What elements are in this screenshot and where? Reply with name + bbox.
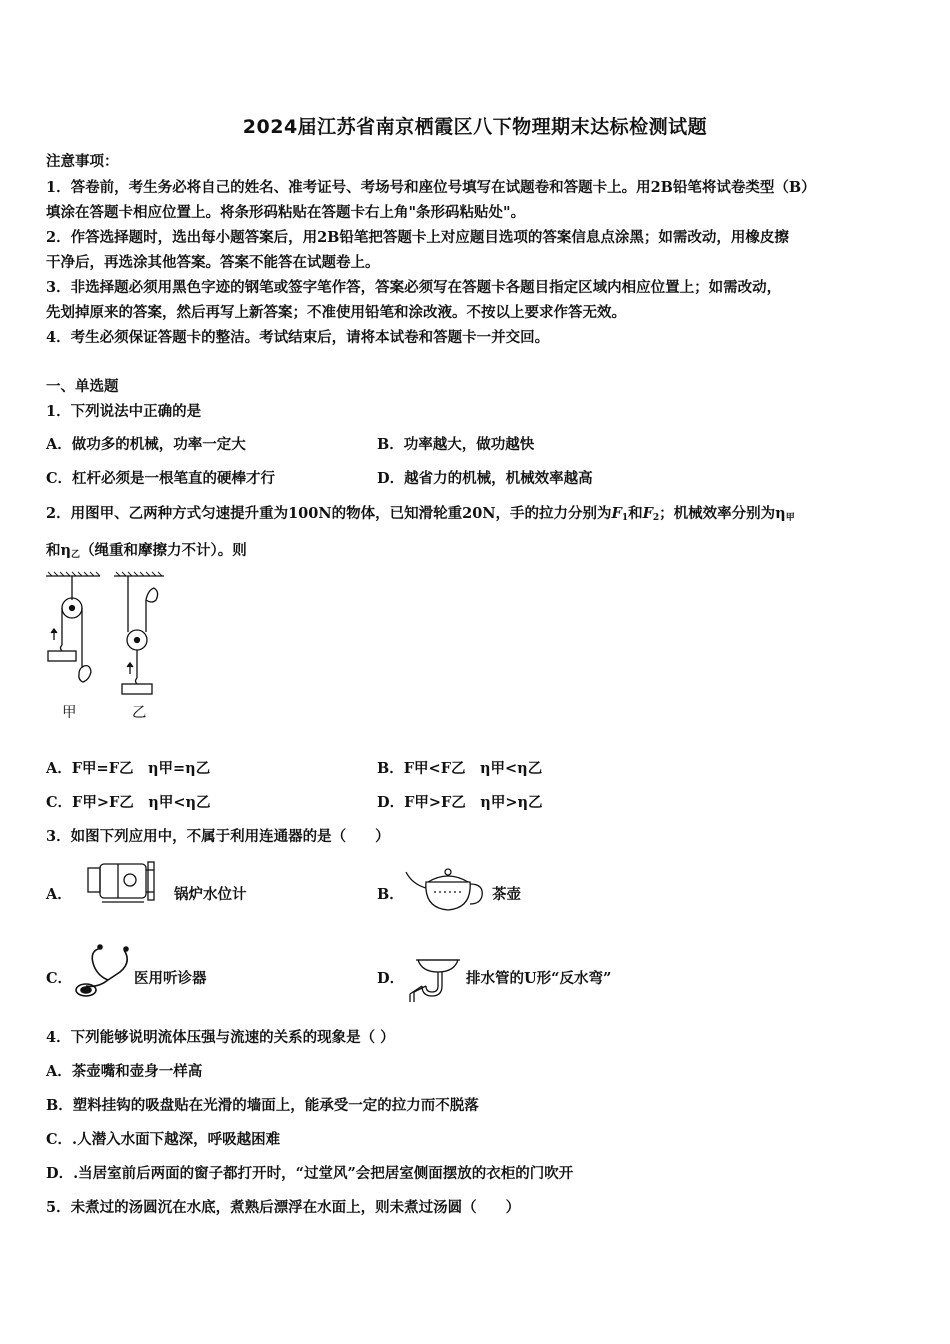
q3-option-a-text: 锅炉水位计 xyxy=(174,886,247,903)
subscript: 1 xyxy=(621,513,629,523)
q3-stem: 3．如图下列应用中，不属于利用连通器的是（ ） xyxy=(46,828,390,845)
q2-stem-part: （绳重和摩擦力不计）。则 xyxy=(80,542,247,559)
q3-option-c-letter: C． xyxy=(46,970,73,987)
notice-line: 3．非选择题必须用黑色字迹的钢笔或签字笔作答，答案必须写在答题卡各题目指定区域内相应位置上；如需改动， xyxy=(46,279,782,296)
notice-line: 填涂在答题卡相应位置上。将条形码粘贴在答题卡右上角"条形码粘贴处"。 xyxy=(46,204,526,221)
q4-stem: 4．下列能够说明流体压强与流速的关系的现象是（ ） xyxy=(46,1029,395,1046)
load-jia xyxy=(48,651,76,661)
q3-option-b-letter: B． xyxy=(377,886,404,903)
subscript: 甲 xyxy=(785,513,795,523)
q1-option-b: B．功率越大，做功越快 xyxy=(377,436,535,453)
q3-option-b-text: 茶壶 xyxy=(492,886,521,903)
q1-option-a: A．做功多的机械，功率一定大 xyxy=(46,436,246,453)
q3-option-d-text: 排水管的U形“反水弯” xyxy=(466,970,612,987)
notice-line: 2．作答选择题时，选出每小题答案后，用2B铅笔把答题卡上对应题目选项的答案信息点涂黑；如需改动，用橡皮擦 xyxy=(46,229,789,246)
q1-option-c: C．杠杆必须是一根笔直的硬棒才行 xyxy=(46,470,276,487)
subscript: 乙 xyxy=(71,550,81,560)
q4-option-a: A．茶壶嘴和壶身一样高 xyxy=(46,1063,203,1080)
q2-stem-line1 xyxy=(46,504,795,528)
q2-stem-part: 和 xyxy=(46,542,61,559)
force-symbol: F xyxy=(642,505,653,522)
figure-label-yi: 乙 xyxy=(132,705,147,721)
q3-option-c-text: 医用听诊器 xyxy=(134,970,207,987)
q1-option-d: D．越省力的机械，机械效率越高 xyxy=(377,470,593,487)
notice-line: 先划掉原来的答案，然后再写上新答案；不准使用铅笔和涂改液。不按以上要求作答无效。 xyxy=(46,304,626,321)
teapot-image xyxy=(404,862,492,914)
q3-option-a-letter: A． xyxy=(46,886,72,903)
notice-heading: 注意事项： xyxy=(46,153,119,170)
hand-jia xyxy=(79,666,91,682)
q2-option-a: A．F甲=F乙 η甲=η乙 xyxy=(46,760,211,777)
drain-trap-image xyxy=(404,952,464,1002)
q2-option-d: D．F甲>F乙 η甲>η乙 xyxy=(377,794,543,811)
eta-symbol: η xyxy=(60,542,72,559)
q4-option-c: C．.人潜入水面下越深，呼吸越困难 xyxy=(46,1131,281,1148)
q2-stem-part: 2．用图甲、乙两种方式匀速提升重为100N的物体，已知滑轮重20N，手的拉力分别为 xyxy=(46,505,612,522)
notice-line: 4．考生必须保证答题卡的整洁。考试结束后，请将本试卷和答题卡一并交回。 xyxy=(46,329,550,346)
section-heading: 一、单选题 xyxy=(46,378,119,395)
boiler-gauge-image xyxy=(82,858,164,908)
q4-option-d: D．.当居室前后两面的窗子都打开时，“过堂风”会把居室侧面摆放的衣柜的门吹开 xyxy=(46,1165,574,1182)
q2-option-b: B．F甲<F乙 η甲<η乙 xyxy=(377,760,543,777)
q1-stem: 1．下列说法中正确的是 xyxy=(46,403,202,420)
q2-option-c: C．F甲>F乙 η甲<η乙 xyxy=(46,794,211,811)
pulley-figure xyxy=(40,570,170,725)
q2-stem-line2 xyxy=(46,541,247,565)
q2-stem-part: ；机械效率分别为 xyxy=(659,505,776,522)
notice-line: 干净后，再选涂其他答案。答案不能答在试题卷上。 xyxy=(46,254,380,271)
q3-option-d-letter: D． xyxy=(377,970,405,987)
hand-yi xyxy=(146,588,158,602)
force-symbol: F xyxy=(611,505,622,522)
q4-option-b: B．塑料挂钩的吸盘贴在光滑的墙面上，能承受一定的拉力而不脱落 xyxy=(46,1097,479,1114)
eta-symbol: η xyxy=(775,505,786,522)
figure-label-jia: 甲 xyxy=(62,705,77,721)
stethoscope-image xyxy=(72,944,134,1002)
subscript: 2 xyxy=(652,513,660,523)
notice-line: 1．答卷前，考生务必将自己的姓名、准考证号、考场号和座位号填写在试题卷和答题卡上。用2B铅笔将试卷类型（B） xyxy=(46,179,816,196)
q5-stem: 5．未煮过的汤圆沉在水底，煮熟后漂浮在水面上，则未煮过汤圆（ ） xyxy=(46,1199,521,1216)
page-title: 2024届江苏省南京栖霞区八下物理期末达标检测试题 xyxy=(242,116,708,138)
q2-stem-part: 和 xyxy=(628,505,643,522)
load-yi xyxy=(122,684,152,694)
